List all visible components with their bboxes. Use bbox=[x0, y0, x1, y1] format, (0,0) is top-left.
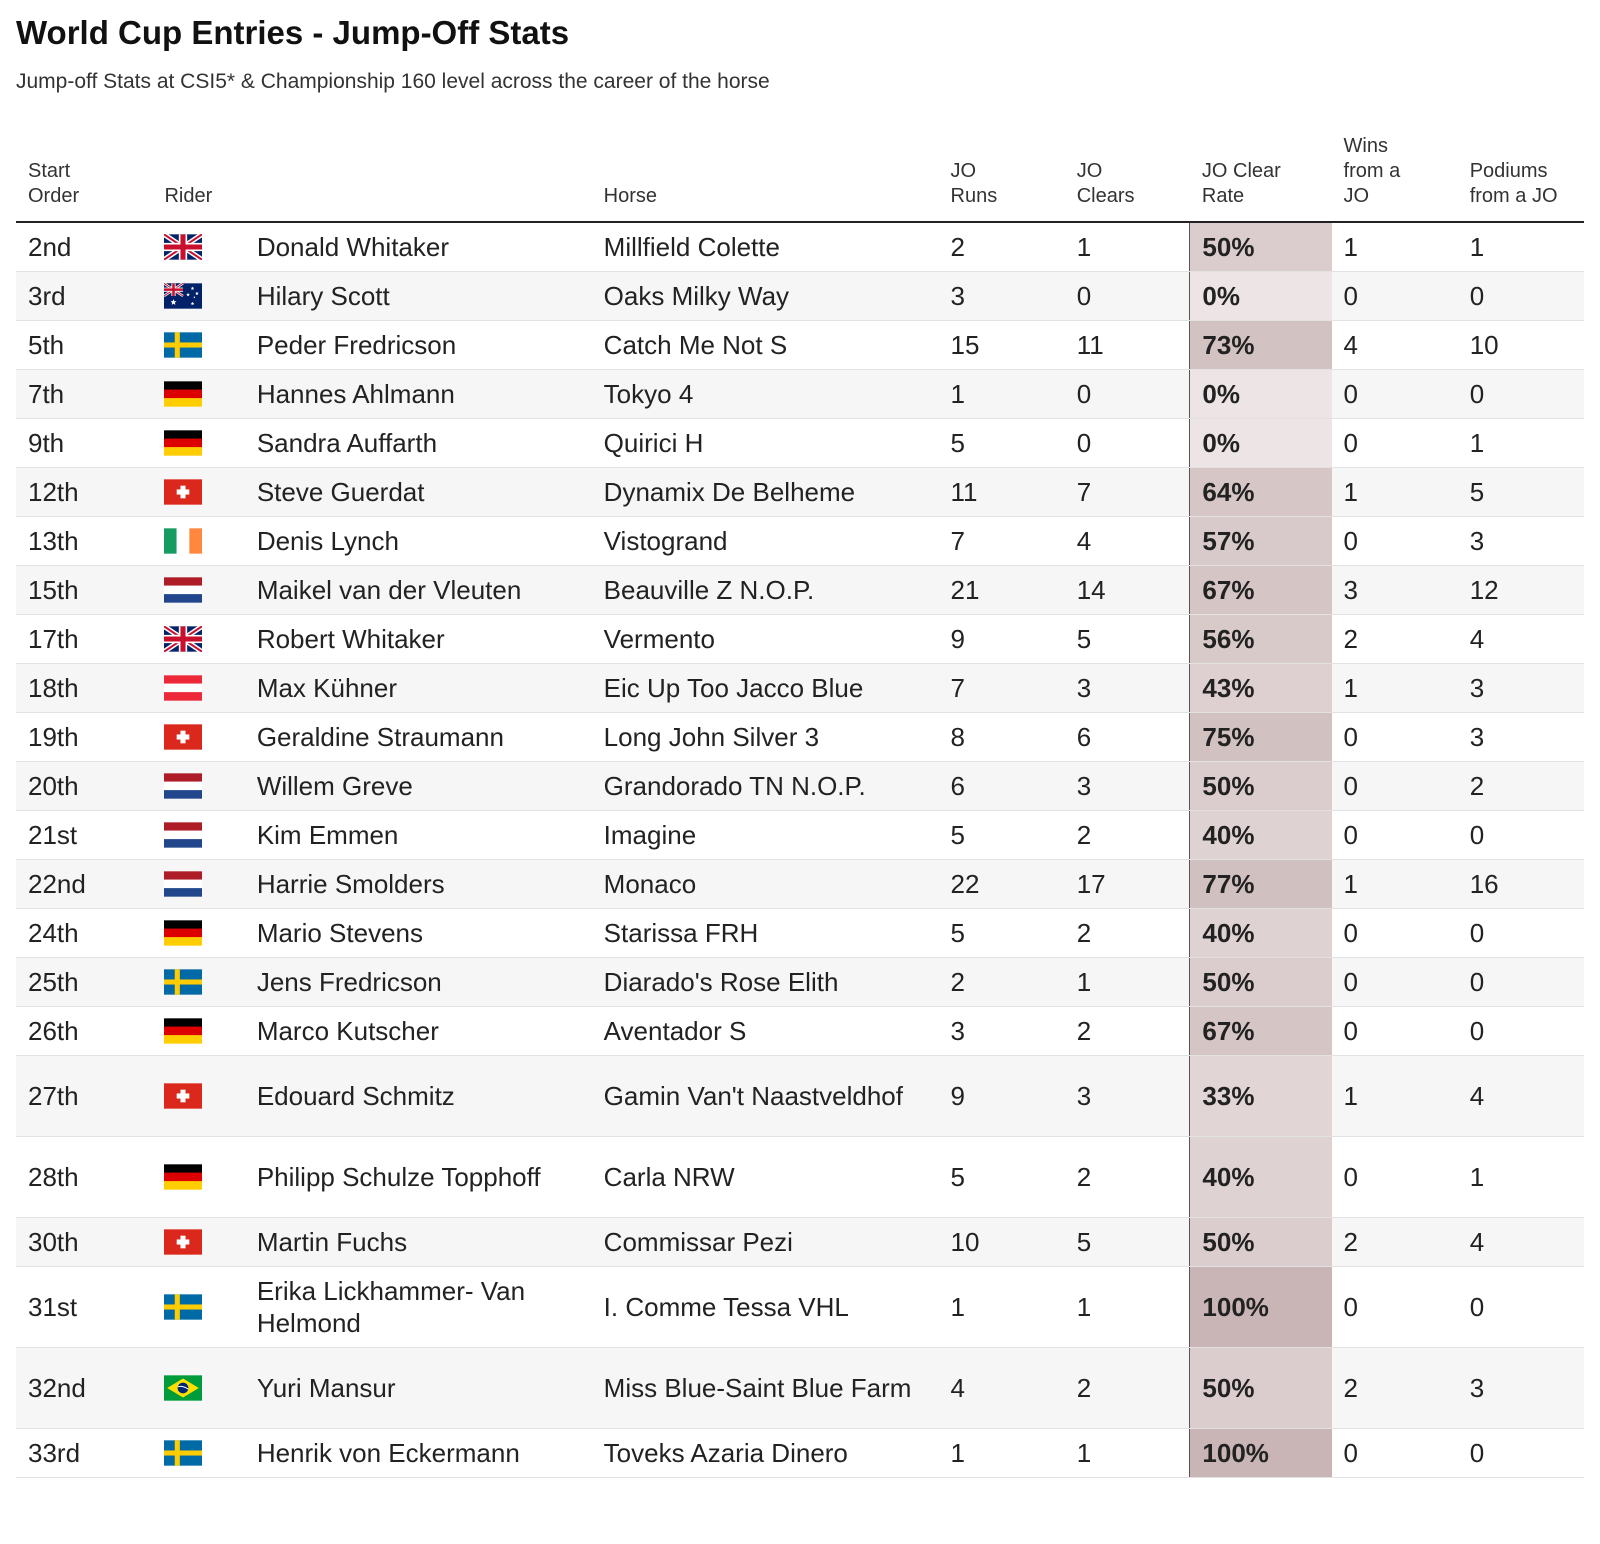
wins-cell: 2 bbox=[1332, 1218, 1458, 1267]
horse-cell: Vistogrand bbox=[592, 517, 939, 566]
horse-cell: Oaks Milky Way bbox=[592, 272, 939, 321]
nl-flag-icon bbox=[164, 577, 202, 603]
rider-cell: Martin Fuchs bbox=[245, 1218, 592, 1267]
jo-clears-cell: 2 bbox=[1065, 1137, 1190, 1218]
table-row bbox=[16, 370, 1584, 419]
flag-cell bbox=[152, 664, 244, 713]
flag-cell bbox=[152, 860, 244, 909]
col-header-start-order: Start Order bbox=[16, 134, 152, 222]
jo-clears-cell: 2 bbox=[1065, 811, 1190, 860]
start-order-cell: 2nd bbox=[16, 222, 152, 272]
table-row bbox=[16, 713, 1584, 762]
rider-cell: Denis Lynch bbox=[245, 517, 592, 566]
table-row bbox=[16, 419, 1584, 468]
horse-cell: Long John Silver 3 bbox=[592, 713, 939, 762]
se-flag-icon bbox=[164, 969, 202, 995]
jo-runs-cell: 9 bbox=[939, 615, 1065, 664]
jo-runs-cell: 7 bbox=[939, 664, 1065, 713]
flag-cell bbox=[152, 713, 244, 762]
wins-cell: 0 bbox=[1332, 1137, 1458, 1218]
jo-clears-cell: 1 bbox=[1065, 222, 1190, 272]
ch-flag-icon bbox=[164, 1083, 202, 1109]
jo-clears-cell: 1 bbox=[1065, 958, 1190, 1007]
podiums-cell: 0 bbox=[1458, 1429, 1584, 1478]
jo-clears-cell: 0 bbox=[1065, 419, 1190, 468]
jo-clear-rate-cell: 100% bbox=[1190, 1429, 1332, 1478]
jo-clear-rate-cell: 0% bbox=[1190, 419, 1332, 468]
ch-flag-icon bbox=[164, 479, 202, 505]
flag-cell bbox=[152, 321, 244, 370]
ie-flag-icon bbox=[164, 528, 202, 554]
podiums-cell: 0 bbox=[1458, 958, 1584, 1007]
jo-clear-rate-cell: 64% bbox=[1190, 468, 1332, 517]
flag-cell bbox=[152, 1267, 244, 1348]
podiums-cell: 0 bbox=[1458, 272, 1584, 321]
jo-clears-cell: 3 bbox=[1065, 664, 1190, 713]
jo-runs-cell: 2 bbox=[939, 222, 1065, 272]
jo-runs-cell: 2 bbox=[939, 958, 1065, 1007]
horse-cell: Beauville Z N.O.P. bbox=[592, 566, 939, 615]
jo-clear-rate-cell: 40% bbox=[1190, 1137, 1332, 1218]
col-header-podiums: Podiums from a JO bbox=[1458, 134, 1584, 222]
jo-clears-cell: 5 bbox=[1065, 1218, 1190, 1267]
flag-cell bbox=[152, 517, 244, 566]
table-row bbox=[16, 1429, 1584, 1478]
jo-clears-cell: 14 bbox=[1065, 566, 1190, 615]
podiums-cell: 1 bbox=[1458, 1137, 1584, 1218]
jo-clears-cell: 2 bbox=[1065, 1007, 1190, 1056]
wins-cell: 0 bbox=[1332, 1267, 1458, 1348]
rider-cell: Kim Emmen bbox=[245, 811, 592, 860]
rider-cell: Hilary Scott bbox=[245, 272, 592, 321]
wins-cell: 0 bbox=[1332, 517, 1458, 566]
rider-cell: Yuri Mansur bbox=[245, 1348, 592, 1429]
jo-clears-cell: 4 bbox=[1065, 517, 1190, 566]
jo-clear-rate-cell: 43% bbox=[1190, 664, 1332, 713]
start-order-cell: 3rd bbox=[16, 272, 152, 321]
de-flag-icon bbox=[164, 381, 202, 407]
flag-cell bbox=[152, 1429, 244, 1478]
table-row bbox=[16, 909, 1584, 958]
wins-cell: 0 bbox=[1332, 713, 1458, 762]
jo-runs-cell: 5 bbox=[939, 419, 1065, 468]
podiums-cell: 3 bbox=[1458, 517, 1584, 566]
podiums-cell: 10 bbox=[1458, 321, 1584, 370]
wins-cell: 0 bbox=[1332, 1429, 1458, 1478]
rider-cell: Peder Fredricson bbox=[245, 321, 592, 370]
jo-clear-rate-cell: 40% bbox=[1190, 909, 1332, 958]
de-flag-icon bbox=[164, 1164, 202, 1190]
stats-table bbox=[16, 134, 1584, 1478]
jo-clear-rate-cell: 33% bbox=[1190, 1056, 1332, 1137]
start-order-cell: 31st bbox=[16, 1267, 152, 1348]
wins-cell: 0 bbox=[1332, 762, 1458, 811]
table-row bbox=[16, 958, 1584, 1007]
podiums-cell: 0 bbox=[1458, 1007, 1584, 1056]
jo-runs-cell: 1 bbox=[939, 1267, 1065, 1348]
horse-cell: I. Comme Tessa VHL bbox=[592, 1267, 939, 1348]
start-order-cell: 28th bbox=[16, 1137, 152, 1218]
rider-cell: Jens Fredricson bbox=[245, 958, 592, 1007]
col-header-horse: Horse bbox=[592, 134, 939, 222]
rider-cell: Marco Kutscher bbox=[245, 1007, 592, 1056]
podiums-cell: 2 bbox=[1458, 762, 1584, 811]
rider-cell: Willem Greve bbox=[245, 762, 592, 811]
table-row bbox=[16, 1056, 1584, 1137]
horse-cell: Toveks Azaria Dinero bbox=[592, 1429, 939, 1478]
flag-cell bbox=[152, 566, 244, 615]
table-row bbox=[16, 811, 1584, 860]
podiums-cell: 4 bbox=[1458, 615, 1584, 664]
jo-clears-cell: 1 bbox=[1065, 1267, 1190, 1348]
chart-subtitle: Jump-off Stats at CSI5* & Championship 160 level across the career of the horse bbox=[16, 70, 770, 93]
rider-cell: Maikel van der Vleuten bbox=[245, 566, 592, 615]
wins-cell: 0 bbox=[1332, 909, 1458, 958]
flag-cell bbox=[152, 272, 244, 321]
flag-cell bbox=[152, 1137, 244, 1218]
se-flag-icon bbox=[164, 1440, 202, 1466]
flag-cell bbox=[152, 958, 244, 1007]
table-row bbox=[16, 1137, 1584, 1218]
jo-clears-cell: 2 bbox=[1065, 1348, 1190, 1429]
jo-clears-cell: 17 bbox=[1065, 860, 1190, 909]
podiums-cell: 1 bbox=[1458, 222, 1584, 272]
start-order-cell: 21st bbox=[16, 811, 152, 860]
podiums-cell: 0 bbox=[1458, 370, 1584, 419]
col-header-rider: Rider bbox=[152, 134, 591, 222]
wins-cell: 2 bbox=[1332, 1348, 1458, 1429]
table-row bbox=[16, 272, 1584, 321]
jo-clears-cell: 1 bbox=[1065, 1429, 1190, 1478]
jo-clear-rate-cell: 57% bbox=[1190, 517, 1332, 566]
jo-clear-rate-cell: 0% bbox=[1190, 370, 1332, 419]
jo-clears-cell: 11 bbox=[1065, 321, 1190, 370]
rider-cell: Sandra Auffarth bbox=[245, 419, 592, 468]
jo-clear-rate-cell: 75% bbox=[1190, 713, 1332, 762]
rider-cell: Mario Stevens bbox=[245, 909, 592, 958]
rider-cell: Erika Lickhammer- Van Helmond bbox=[245, 1267, 592, 1348]
rider-cell: Henrik von Eckermann bbox=[245, 1429, 592, 1478]
jo-runs-cell: 5 bbox=[939, 909, 1065, 958]
jo-runs-cell: 21 bbox=[939, 566, 1065, 615]
jo-runs-cell: 22 bbox=[939, 860, 1065, 909]
de-flag-icon bbox=[164, 1018, 202, 1044]
table-row bbox=[16, 222, 1584, 272]
horse-cell: Miss Blue-Saint Blue Farm bbox=[592, 1348, 939, 1429]
horse-cell: Catch Me Not S bbox=[592, 321, 939, 370]
table-row bbox=[16, 615, 1584, 664]
col-header-jo-clear-rate: JO Clear Rate bbox=[1190, 134, 1332, 222]
jo-runs-cell: 1 bbox=[939, 1429, 1065, 1478]
rider-cell: Donald Whitaker bbox=[245, 222, 592, 272]
jo-clears-cell: 6 bbox=[1065, 713, 1190, 762]
start-order-cell: 33rd bbox=[16, 1429, 152, 1478]
start-order-cell: 17th bbox=[16, 615, 152, 664]
se-flag-icon bbox=[164, 332, 202, 358]
jo-clear-rate-cell: 73% bbox=[1190, 321, 1332, 370]
rider-cell: Hannes Ahlmann bbox=[245, 370, 592, 419]
horse-cell: Carla NRW bbox=[592, 1137, 939, 1218]
start-order-cell: 5th bbox=[16, 321, 152, 370]
start-order-cell: 24th bbox=[16, 909, 152, 958]
start-order-cell: 26th bbox=[16, 1007, 152, 1056]
flag-cell bbox=[152, 1348, 244, 1429]
table-row bbox=[16, 1007, 1584, 1056]
jo-runs-cell: 7 bbox=[939, 517, 1065, 566]
horse-cell: Imagine bbox=[592, 811, 939, 860]
flag-cell bbox=[152, 1007, 244, 1056]
wins-cell: 0 bbox=[1332, 272, 1458, 321]
podiums-cell: 12 bbox=[1458, 566, 1584, 615]
gb-flag-icon bbox=[164, 626, 202, 652]
jo-clears-cell: 3 bbox=[1065, 762, 1190, 811]
table-row bbox=[16, 517, 1584, 566]
wins-cell: 1 bbox=[1332, 664, 1458, 713]
horse-cell: Dynamix De Belheme bbox=[592, 468, 939, 517]
start-order-cell: 15th bbox=[16, 566, 152, 615]
podiums-cell: 0 bbox=[1458, 1267, 1584, 1348]
podiums-cell: 16 bbox=[1458, 860, 1584, 909]
horse-cell: Grandorado TN N.O.P. bbox=[592, 762, 939, 811]
br-flag-icon bbox=[164, 1375, 202, 1401]
table-row bbox=[16, 1348, 1584, 1429]
start-order-cell: 27th bbox=[16, 1056, 152, 1137]
rider-cell: Harrie Smolders bbox=[245, 860, 592, 909]
horse-cell: Aventador S bbox=[592, 1007, 939, 1056]
chart-title: World Cup Entries - Jump-Off Stats bbox=[16, 14, 570, 51]
flag-cell bbox=[152, 370, 244, 419]
wins-cell: 0 bbox=[1332, 958, 1458, 1007]
horse-cell: Eic Up Too Jacco Blue bbox=[592, 664, 939, 713]
podiums-cell: 1 bbox=[1458, 419, 1584, 468]
podiums-cell: 3 bbox=[1458, 1348, 1584, 1429]
jo-clear-rate-cell: 56% bbox=[1190, 615, 1332, 664]
se-flag-icon bbox=[164, 1294, 202, 1320]
nl-flag-icon bbox=[164, 773, 202, 799]
jo-clear-rate-cell: 0% bbox=[1190, 272, 1332, 321]
start-order-cell: 20th bbox=[16, 762, 152, 811]
podiums-cell: 4 bbox=[1458, 1056, 1584, 1137]
jo-clears-cell: 3 bbox=[1065, 1056, 1190, 1137]
table-row bbox=[16, 664, 1584, 713]
horse-cell: Starissa FRH bbox=[592, 909, 939, 958]
jo-clears-cell: 0 bbox=[1065, 272, 1190, 321]
wins-cell: 0 bbox=[1332, 370, 1458, 419]
horse-cell: Commissar Pezi bbox=[592, 1218, 939, 1267]
jo-runs-cell: 5 bbox=[939, 1137, 1065, 1218]
wins-cell: 0 bbox=[1332, 1007, 1458, 1056]
start-order-cell: 25th bbox=[16, 958, 152, 1007]
jo-clears-cell: 7 bbox=[1065, 468, 1190, 517]
table-row bbox=[16, 468, 1584, 517]
start-order-cell: 9th bbox=[16, 419, 152, 468]
jo-clear-rate-cell: 67% bbox=[1190, 1007, 1332, 1056]
ch-flag-icon bbox=[164, 724, 202, 750]
rider-cell: Geraldine Straumann bbox=[245, 713, 592, 762]
horse-cell: Vermento bbox=[592, 615, 939, 664]
wins-cell: 1 bbox=[1332, 860, 1458, 909]
jo-runs-cell: 3 bbox=[939, 272, 1065, 321]
nl-flag-icon bbox=[164, 822, 202, 848]
start-order-cell: 19th bbox=[16, 713, 152, 762]
jo-clear-rate-cell: 50% bbox=[1190, 1218, 1332, 1267]
rider-cell: Philipp Schulze Topphoff bbox=[245, 1137, 592, 1218]
table-row bbox=[16, 1218, 1584, 1267]
col-header-jo-clears: JO Clears bbox=[1065, 134, 1190, 222]
at-flag-icon bbox=[164, 675, 202, 701]
jo-clears-cell: 0 bbox=[1065, 370, 1190, 419]
jo-clear-rate-cell: 50% bbox=[1190, 762, 1332, 811]
wins-cell: 0 bbox=[1332, 419, 1458, 468]
podiums-cell: 3 bbox=[1458, 664, 1584, 713]
jo-clears-cell: 2 bbox=[1065, 909, 1190, 958]
rider-cell: Steve Guerdat bbox=[245, 468, 592, 517]
start-order-cell: 30th bbox=[16, 1218, 152, 1267]
jo-clear-rate-cell: 77% bbox=[1190, 860, 1332, 909]
jo-clear-rate-cell: 50% bbox=[1190, 1348, 1332, 1429]
jo-runs-cell: 5 bbox=[939, 811, 1065, 860]
jo-clear-rate-cell: 50% bbox=[1190, 958, 1332, 1007]
ch-flag-icon bbox=[164, 1229, 202, 1255]
table-row bbox=[16, 1267, 1584, 1348]
jo-clears-cell: 5 bbox=[1065, 615, 1190, 664]
horse-cell: Tokyo 4 bbox=[592, 370, 939, 419]
horse-cell: Quirici H bbox=[592, 419, 939, 468]
horse-cell: Monaco bbox=[592, 860, 939, 909]
table-row bbox=[16, 860, 1584, 909]
flag-cell bbox=[152, 1218, 244, 1267]
start-order-cell: 32nd bbox=[16, 1348, 152, 1429]
jo-runs-cell: 1 bbox=[939, 370, 1065, 419]
horse-cell: Millfield Colette bbox=[592, 222, 939, 272]
flag-cell bbox=[152, 909, 244, 958]
start-order-cell: 18th bbox=[16, 664, 152, 713]
jo-runs-cell: 3 bbox=[939, 1007, 1065, 1056]
start-order-cell: 12th bbox=[16, 468, 152, 517]
jo-clear-rate-cell: 40% bbox=[1190, 811, 1332, 860]
wins-cell: 4 bbox=[1332, 321, 1458, 370]
jo-runs-cell: 9 bbox=[939, 1056, 1065, 1137]
col-header-jo-runs: JO Runs bbox=[939, 134, 1065, 222]
flag-cell bbox=[152, 468, 244, 517]
table-row bbox=[16, 566, 1584, 615]
nl-flag-icon bbox=[164, 871, 202, 897]
au-flag-icon bbox=[164, 283, 202, 309]
wins-cell: 2 bbox=[1332, 615, 1458, 664]
start-order-cell: 22nd bbox=[16, 860, 152, 909]
jo-runs-cell: 6 bbox=[939, 762, 1065, 811]
col-header-wins: Wins from a JO bbox=[1332, 134, 1458, 222]
wins-cell: 3 bbox=[1332, 566, 1458, 615]
jo-clear-rate-cell: 50% bbox=[1190, 222, 1332, 272]
flag-cell bbox=[152, 222, 244, 272]
flag-cell bbox=[152, 762, 244, 811]
horse-cell: Gamin Van't Naastveldhof bbox=[592, 1056, 939, 1137]
gb-flag-icon bbox=[164, 234, 202, 260]
wins-cell: 1 bbox=[1332, 222, 1458, 272]
de-flag-icon bbox=[164, 920, 202, 946]
jo-runs-cell: 15 bbox=[939, 321, 1065, 370]
rider-cell: Robert Whitaker bbox=[245, 615, 592, 664]
jo-clear-rate-cell: 100% bbox=[1190, 1267, 1332, 1348]
podiums-cell: 5 bbox=[1458, 468, 1584, 517]
horse-cell: Diarado's Rose Elith bbox=[592, 958, 939, 1007]
de-flag-icon bbox=[164, 430, 202, 456]
wins-cell: 0 bbox=[1332, 811, 1458, 860]
jo-runs-cell: 11 bbox=[939, 468, 1065, 517]
flag-cell bbox=[152, 615, 244, 664]
podiums-cell: 0 bbox=[1458, 811, 1584, 860]
rider-cell: Edouard Schmitz bbox=[245, 1056, 592, 1137]
table-row bbox=[16, 321, 1584, 370]
podiums-cell: 4 bbox=[1458, 1218, 1584, 1267]
flag-cell bbox=[152, 1056, 244, 1137]
jo-runs-cell: 10 bbox=[939, 1218, 1065, 1267]
start-order-cell: 13th bbox=[16, 517, 152, 566]
header-row bbox=[16, 134, 1584, 222]
flag-cell bbox=[152, 811, 244, 860]
podiums-cell: 3 bbox=[1458, 713, 1584, 762]
jo-runs-cell: 8 bbox=[939, 713, 1065, 762]
rider-cell: Max Kühner bbox=[245, 664, 592, 713]
podiums-cell: 0 bbox=[1458, 909, 1584, 958]
wins-cell: 1 bbox=[1332, 468, 1458, 517]
flag-cell bbox=[152, 419, 244, 468]
table-row bbox=[16, 762, 1584, 811]
wins-cell: 1 bbox=[1332, 1056, 1458, 1137]
jo-clear-rate-cell: 67% bbox=[1190, 566, 1332, 615]
jo-runs-cell: 4 bbox=[939, 1348, 1065, 1429]
start-order-cell: 7th bbox=[16, 370, 152, 419]
